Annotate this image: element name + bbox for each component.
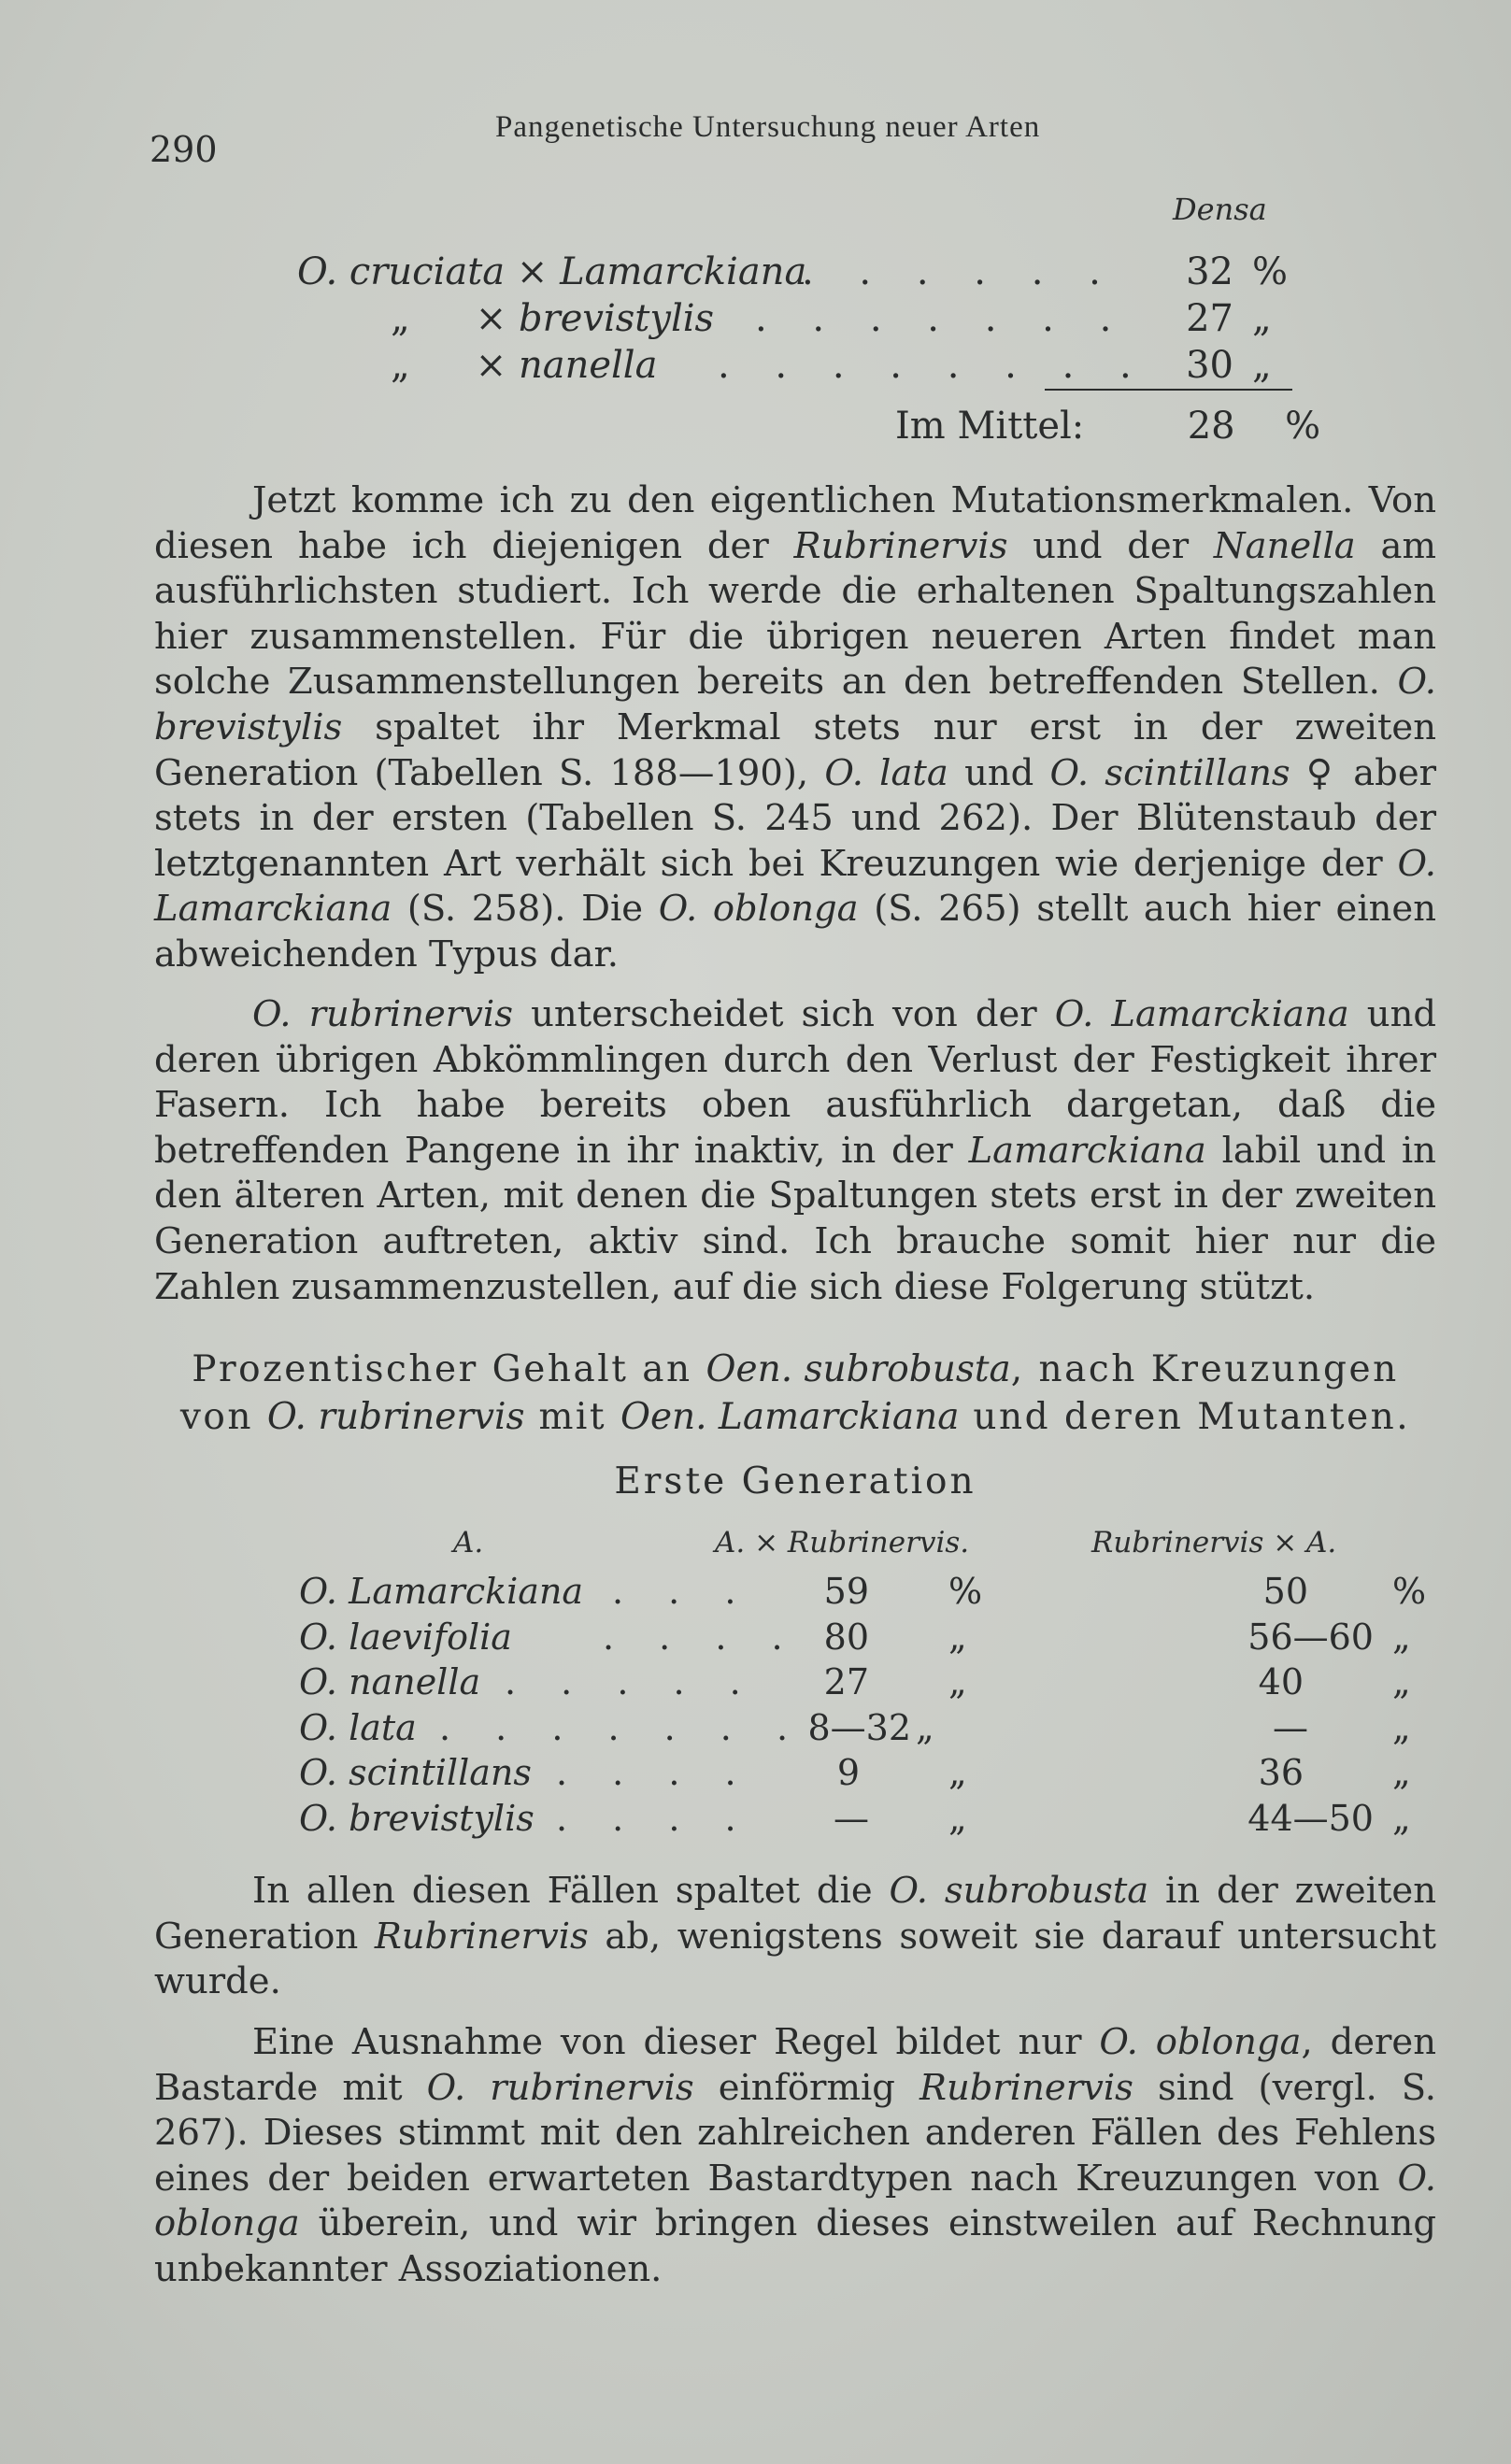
- value-rubrinervis-x-a: 44—50: [1247, 1797, 1374, 1839]
- table-row: [299, 1616, 1411, 1662]
- page-header: [150, 110, 1448, 170]
- col-header-a: A.: [453, 1526, 484, 1560]
- unit: „: [1392, 1706, 1411, 1748]
- leader-dots: . . . .: [603, 1616, 800, 1658]
- value-a-x-rubrinervis: 59: [823, 1571, 869, 1612]
- leader-dots: . . . . . . .: [439, 1706, 805, 1748]
- row-unit: „: [1252, 344, 1272, 387]
- leader-dots: . . . . . .: [802, 250, 1118, 293]
- leader-dots: . . . .: [556, 1752, 753, 1793]
- sum-rule: [1045, 389, 1292, 391]
- row-parent: O. cruciata: [297, 250, 506, 293]
- paragraph-second-generation: In allen diesen Fällen spaltet die O. subrobusta in der zweiten Generation Rubrinervis ab, wenigstens soweit sie darauf untersucht wurde.: [154, 1870, 1436, 2003]
- row-unit: „: [1252, 297, 1272, 340]
- table-caption-line1: Prozentischer Gehalt an Oen. subrobusta, nach Kreuzungen: [192, 1348, 1399, 1390]
- mean-unit: %: [1285, 405, 1321, 448]
- paragraph-mutation-characters: Jetzt komme ich zu den eigentlichen Mutationsmerkmalen. Von diesen habe ich diejenigen der Rubrinervis und der Nanella am ausführlichsten studiert. Ich werde die erhaltenen Spaltungszahlen hier zusammenstellen. Für die übrigen neueren Arten findet man solche Zusammenstellungen bereits an den betreffenden Stellen. O. brevistylis spaltet ihr Merkmal stets nur erst in der zweiten Generation (Tabellen S. 188—190), O. lata und O. scintillans ♀ aber stets in der ersten (Tabellen S. 245 und 262). Der Blütenstaub der letztgenannten Art verhält sich bei Kreuzungen wie derjenige der O. Lamarckiana (S. 258). Die O. oblonga (S. 265) stellt auch hier einen abweichenden Typus dar.: [154, 479, 1437, 976]
- value-rubrinervis-x-a: 40: [1258, 1661, 1304, 1702]
- value-a-x-rubrinervis: 9: [836, 1752, 860, 1793]
- cross-table-densa: [297, 250, 1321, 448]
- value-a-x-rubrinervis: —: [834, 1797, 869, 1839]
- value-a-x-rubrinervis: 8—32: [807, 1706, 911, 1748]
- mean-label: Im Mittel:: [895, 405, 1085, 448]
- unit: „: [948, 1797, 967, 1839]
- cross-symbol: ×: [475, 344, 507, 387]
- table-row: [297, 250, 1306, 297]
- cross-symbol: ×: [516, 250, 549, 293]
- mean-row: [895, 405, 1320, 448]
- row-unit: %: [1252, 250, 1289, 293]
- page-number: 290: [150, 129, 218, 170]
- unit: %: [1392, 1571, 1427, 1612]
- col-header-cross1: A. × Rubrinervis.: [715, 1526, 970, 1560]
- paragraph-oblonga-exception: Eine Ausnahme von dieser Regel bildet nur O. oblonga, deren Bastarde mit O. rubrinervis einförmig Rubrinervis sind (vergl. S. 267). Dieses stimmt mit den zahlreichen anderen Fällen des Fehlens eines der beiden erwarteten Bastardtypen nach Kreuzungen von O. oblonga überein, und wir bringen dieses einstweilen auf Rechnung unbekannter Assoziationen.: [154, 2021, 1437, 2290]
- mean-value: 28: [1187, 405, 1235, 448]
- unit: „: [948, 1661, 967, 1702]
- leader-dots: . . . . . . .: [755, 297, 1129, 340]
- table-row: [299, 1706, 1411, 1753]
- row-value: 32: [1186, 250, 1233, 293]
- value-a-x-rubrinervis: 27: [823, 1661, 869, 1702]
- row-partner: Lamarckiana: [560, 250, 807, 293]
- leader-dots: . . . . .: [505, 1661, 758, 1702]
- leader-dots: . . . .: [556, 1797, 753, 1839]
- table-caption-line2: von O. rubrinervis mit Oen. Lamarckiana und deren Mutanten.: [179, 1396, 1411, 1438]
- leader-dots: . . .: [612, 1571, 753, 1612]
- value-a-x-rubrinervis: 80: [823, 1616, 869, 1658]
- table-header-row: [299, 1518, 1364, 1571]
- table-row: [299, 1752, 1411, 1798]
- row-value: 27: [1186, 297, 1233, 340]
- row-value: 30: [1186, 344, 1233, 387]
- unit: „: [1392, 1797, 1411, 1839]
- table-row: [299, 1571, 1427, 1617]
- species-name: O. laevifolia: [299, 1616, 512, 1658]
- ditto-mark: „: [391, 297, 410, 340]
- value-rubrinervis-x-a: 50: [1262, 1571, 1308, 1612]
- unit: „: [1392, 1752, 1411, 1793]
- value-rubrinervis-x-a: 56—60: [1247, 1616, 1374, 1658]
- table-row: [299, 1797, 1411, 1844]
- table-row: [299, 1661, 1411, 1707]
- unit: %: [948, 1571, 983, 1612]
- unit: „: [948, 1752, 967, 1793]
- row-partner: nanella: [518, 344, 658, 387]
- cross-symbol: ×: [475, 297, 507, 340]
- value-rubrinervis-x-a: 36: [1258, 1752, 1304, 1793]
- leader-dots: . . . . . . . .: [718, 344, 1148, 387]
- table-row: [297, 297, 1306, 344]
- table-row: [297, 344, 1306, 391]
- paragraph-rubrinervis: O. rubrinervis unterscheidet sich von der O. Lamarckiana und deren übrigen Abkömmlingen durch den Verlust der Festigkeit ihrer Fasern. Ich habe bereits oben ausführlich dargetan, daß die betreffenden Pangene in ihr inaktiv, in der Lamarckiana labil und in den älteren Arten, mit denen die Spaltungen stets erst in der zweiten Generation auftreten, aktiv sind. Ich brauche somit hier nur die Zahlen zusammenzustellen, auf die sich diese Folgerung stützt.: [154, 993, 1437, 1308]
- unit: „: [1392, 1661, 1411, 1702]
- unit: „: [916, 1706, 934, 1748]
- generation-heading: Erste Generation: [614, 1460, 976, 1503]
- species-name: O. lata: [299, 1706, 417, 1748]
- unit: „: [1392, 1616, 1411, 1658]
- species-name: O. Lamarckiana: [299, 1571, 584, 1612]
- col-header-cross2: Rubrinervis × A.: [1091, 1526, 1337, 1560]
- species-name: O. nanella: [299, 1661, 481, 1702]
- row-partner: brevistylis: [518, 297, 715, 340]
- densa-column-header: Densa: [1173, 192, 1267, 227]
- ditto-mark: „: [391, 344, 410, 387]
- subrobusta-table: [299, 1518, 1427, 1843]
- species-name: O. scintillans: [299, 1752, 532, 1793]
- unit: „: [948, 1616, 967, 1658]
- value-rubrinervis-x-a: —: [1273, 1706, 1308, 1748]
- species-name: O. brevistylis: [299, 1797, 535, 1839]
- running-title: Pangenetische Untersuchung neuer Arten: [495, 110, 1041, 144]
